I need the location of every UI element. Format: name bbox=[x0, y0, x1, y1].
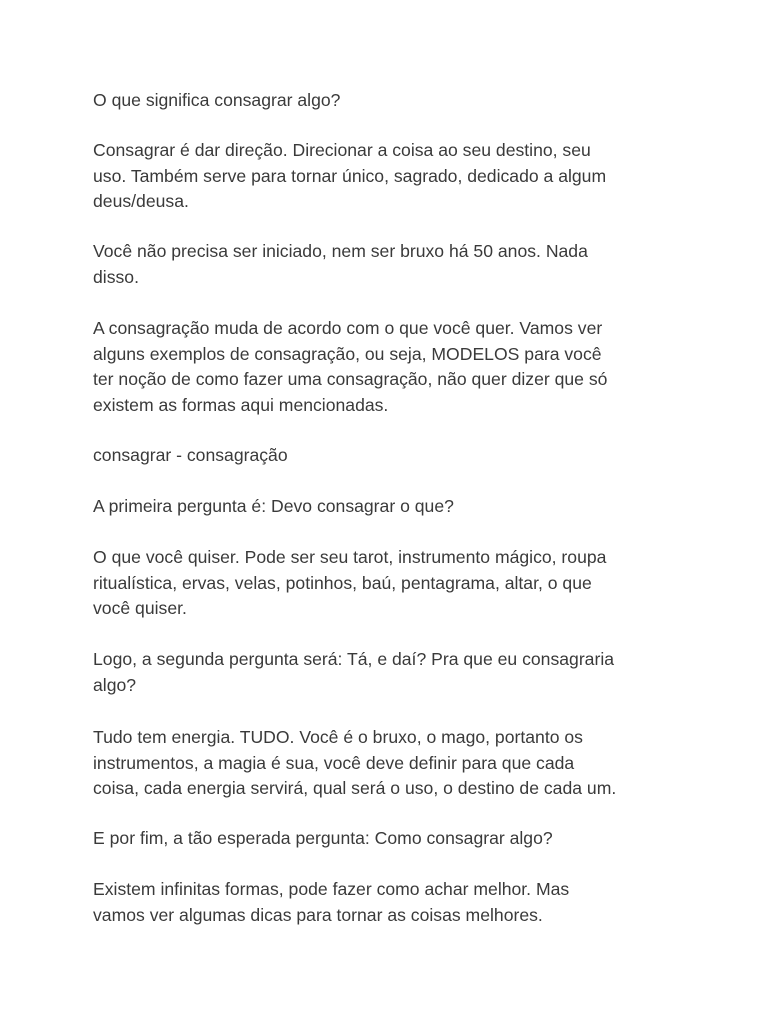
paragraph-energy: Tudo tem energia. TUDO. Você é o bruxo, o mago, portanto os instrumentos, a magia é sua, você deve definir para que cada coisa, cada energia servirá, qual será o uso, o destino de cada um. bbox=[93, 727, 617, 798]
paragraph-first-question: A primeira pergunta é: Devo consagrar o que? bbox=[93, 496, 454, 516]
paragraph-what-to-consecrate: O que você quiser. Pode ser seu tarot, instrumento mágico, roupa ritualística, ervas, velas, potinhos, baú, pentagrama, altar, o que você quiser. bbox=[93, 547, 607, 618]
paragraph-no-initiation: Você não precisa ser iniciado, nem ser bruxo há 50 anos. Nada disso. bbox=[93, 241, 588, 287]
paragraph-final-question: E por fim, a tão esperada pergunta: Como consagrar algo? bbox=[93, 828, 553, 848]
paragraph-definition: Consagrar é dar direção. Direcionar a coisa ao seu destino, seu uso. Também serve para tornar único, sagrado, dedicado a algum deus/deusa. bbox=[93, 140, 607, 211]
paragraph-second-question: Logo, a segunda pergunta será: Tá, e daí? Pra que eu consagraria algo? bbox=[93, 649, 615, 695]
paragraph-models: A consagração muda de acordo com o que você quer. Vamos ver alguns exemplos de consagração, ou seja, MODELOS para você ter noção de como fazer uma consagração, não quer dizer que só existem as formas aqui mencionadas. bbox=[93, 318, 608, 415]
paragraph-tips: Existem infinitas formas, pode fazer como achar melhor. Mas vamos ver algumas dicas para tornar as coisas melhores. bbox=[93, 879, 570, 925]
paragraph-terms: consagrar - consagração bbox=[93, 445, 288, 465]
heading-question: O que significa consagrar algo? bbox=[93, 90, 341, 110]
